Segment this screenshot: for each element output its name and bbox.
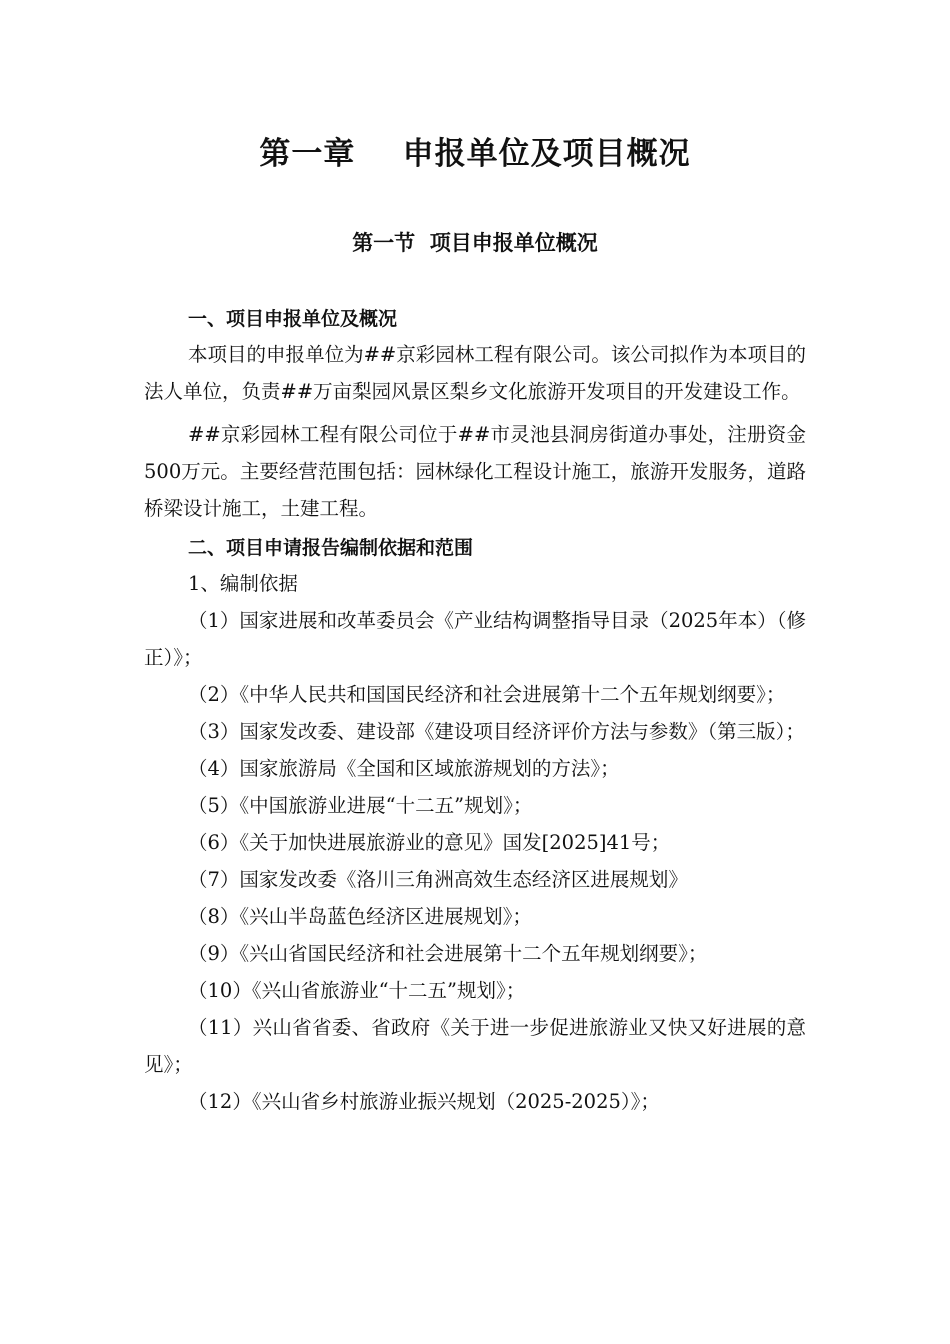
reference-item: （10）《兴山省旅游业“十二五”规划》； bbox=[188, 979, 526, 1002]
paragraph-applicant-intro: 本项目的申报单位为##京彩园林工程有限公司。该公司拟作为本项目的法人单位，负责##万亩梨园风景区梨乡文化旅游开发项目的开发建设工作。 bbox=[144, 343, 806, 403]
reference-item: （4）国家旅游局《全国和区域旅游规划的方法》； bbox=[188, 757, 620, 780]
heading-basis-and-scope: 二、项目申请报告编制依据和范围 bbox=[188, 537, 474, 559]
reference-item: （1）国家进展和改革委员会《产业结构调整指导目录（2025年本）（修正）》； bbox=[144, 609, 806, 669]
heading-applicant-overview: 一、项目申报单位及概况 bbox=[188, 308, 398, 330]
paragraph-company-profile: ##京彩园林工程有限公司位于##市灵池县洞房街道办事处，注册资金500万元。主要经营范围包括：园林绿化工程设计施工，旅游开发服务，道路桥梁设计施工，土建工程。 bbox=[144, 423, 806, 520]
subheading-basis: 1、编制依据 bbox=[188, 572, 298, 595]
reference-item: （8）《兴山半岛蓝色经济区进展规划》； bbox=[188, 905, 532, 928]
reference-item: （6）《关于加快进展旅游业的意见》国发[2025]41号； bbox=[188, 831, 671, 854]
reference-item: （2）《中华人民共和国国民经济和社会进展第十二个五年规划纲要》； bbox=[188, 683, 786, 706]
reference-item: （5）《中国旅游业进展“十二五”规划》； bbox=[188, 794, 533, 817]
reference-item: （9）《兴山省国民经济和社会进展第十二个五年规划纲要》； bbox=[188, 942, 708, 965]
reference-item: （12）《兴山省乡村旅游业振兴规划（2025-2025）》； bbox=[188, 1090, 660, 1113]
reference-item: （7）国家发改委《洛川三角洲高效生态经济区进展规划》 bbox=[188, 868, 688, 891]
reference-item: （3）国家发改委、建设部《建设项目经济评价方法与参数》（第三版）； bbox=[188, 720, 805, 743]
document-body bbox=[144, 302, 806, 1120]
section-title: 第一节 项目申报单位概况 bbox=[352, 231, 598, 255]
reference-item: （11）兴山省省委、省政府《关于进一步促进旅游业又快又好进展的意见》； bbox=[144, 1016, 806, 1076]
chapter-title: 第一章 申报单位及项目概况 bbox=[259, 136, 691, 172]
